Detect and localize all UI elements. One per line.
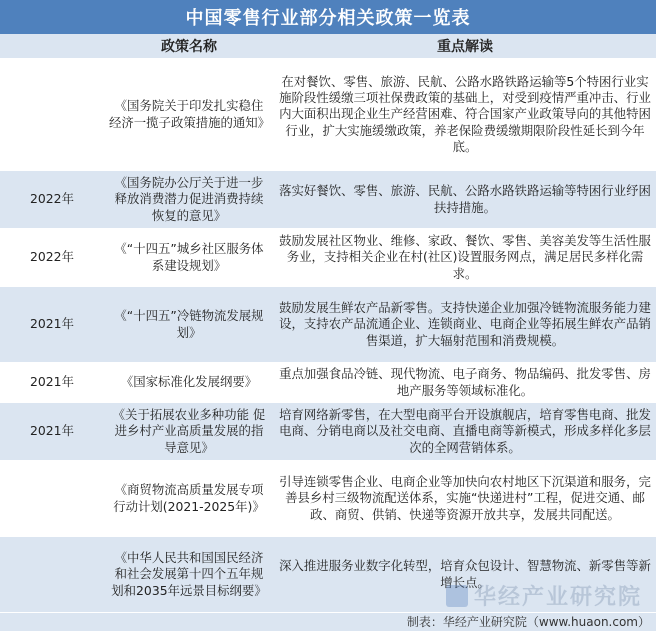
header-key-points: 重点解读 xyxy=(274,34,656,59)
row-key-point: 引导连锁零售企业、电商企业等加快向农村地区下沉渠道和服务，完善县乡村三级物流配送体系，实施“快递进村”工程，促进交通、邮政、商贸、供销、快递等资源开放共享，发展共同配送。 xyxy=(274,461,656,537)
row-year: 2021年 xyxy=(0,403,104,461)
table-row xyxy=(0,287,656,363)
table-credit: 制表：华经产业研究院（www.huaon.com） xyxy=(0,613,656,632)
row-year xyxy=(0,537,104,613)
row-policy-name: 《“十四五”城乡社区服务体系建设规划》 xyxy=(104,229,274,287)
row-key-point: 落实好餐饮、零售、旅游、民航、公路水路铁路运输等特困行业纾困扶持措施。 xyxy=(274,171,656,229)
table-row xyxy=(0,461,656,537)
row-policy-name: 《国务院关于印发扎实稳住经济一揽子政策措施的通知》 xyxy=(104,59,274,171)
table-row xyxy=(0,229,656,287)
row-policy-name: 《国家标准化发展纲要》 xyxy=(104,363,274,403)
header-row xyxy=(0,34,656,59)
watermark-text: 华经产业研究院 xyxy=(473,585,642,610)
table-row xyxy=(0,537,656,613)
row-policy-name: 《“十四五”冷链物流发展规划》 xyxy=(104,287,274,363)
row-year: 2021年 xyxy=(0,363,104,403)
policy-table xyxy=(0,34,656,632)
table-row xyxy=(0,403,656,461)
row-policy-name: 《国务院办公厅关于进一步释放消费潜力促进消费持续恢复的意见》 xyxy=(104,171,274,229)
row-key-point: 鼓励发展社区物业、维修、家政、餐饮、零售、美容美发等生活性服务业，支持相关企业在村(社区)设置服务网点，满足居民多样化需求。 xyxy=(274,229,656,287)
header-year xyxy=(0,34,104,59)
row-key-point: 鼓励发展生鲜农产品新零售。支持快递企业加强冷链物流服务能力建设，支持农产品流通企业、连锁商业、电商企业等拓展生鲜农产品销售渠道，扩大辐射范围和消费规模。 xyxy=(274,287,656,363)
row-key-point: 重点加强食品冷链、现代物流、电子商务、物品编码、批发零售、房地产服务等领域标准化。 xyxy=(274,363,656,403)
row-key-point: 深入推进服务业数字化转型，培育众包设计、智慧物流、新零售等新增长点。 xyxy=(274,537,656,613)
table-row xyxy=(0,363,656,403)
table-row xyxy=(0,59,656,171)
row-year xyxy=(0,59,104,171)
row-policy-name: 《中华人民共和国国民经济和社会发展第十四个五年规划和2035年远景目标纲要》 xyxy=(104,537,274,613)
row-year xyxy=(0,461,104,537)
row-policy-name: 《商贸物流高质量发展专项行动计划(2021-2025年)》 xyxy=(104,461,274,537)
row-policy-name: 《关于拓展农业多种功能 促进乡村产业高质量发展的指导意见》 xyxy=(104,403,274,461)
row-key-point: 培育网络新零售，在大型电商平台开设旗舰店，培育零售电商、批发电商、分销电商以及社交电商、直播电商等新模式，形成多样化多层次的全网营销体系。 xyxy=(274,403,656,461)
row-year: 2021年 xyxy=(0,287,104,363)
row-year: 2022年 xyxy=(0,229,104,287)
row-year: 2022年 xyxy=(0,171,104,229)
table-row xyxy=(0,171,656,229)
table-title: 中国零售行业部分相关政策一览表 xyxy=(0,0,656,34)
row-key-point: 在对餐饮、零售、旅游、民航、公路水路铁路运输等5个特困行业实施阶段性缓缴三项社保费政策的基础上，对受到疫情严重冲击、行业内大面积出现企业生产经营困难、符合国家产业政策导向的其他特困行业，扩大实施缓缴政策，养老保险费缓缴期限阶段性延长到今年底。 xyxy=(274,59,656,171)
footer-row xyxy=(0,613,656,632)
header-policy-name: 政策名称 xyxy=(104,34,274,59)
